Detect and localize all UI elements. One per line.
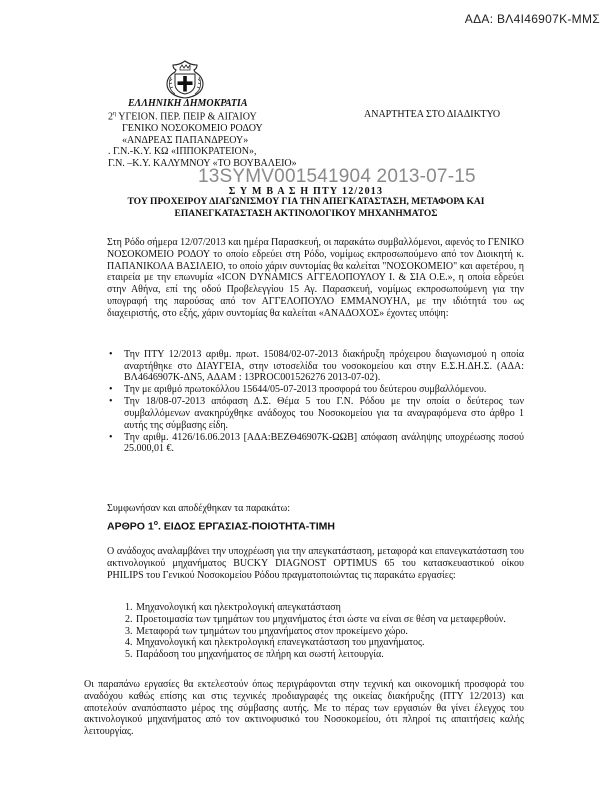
task-text: Προετοιμασία των τμημάτων του μηχανήματος έτσι ώστε να είναι σε θέση να μεταφερθούν. [136, 613, 506, 625]
greek-coat-of-arms-icon [163, 57, 207, 101]
task-text: Μεταφορά των τμημάτων του μηχανήματος στον προκείμενο χώρο. [136, 625, 408, 637]
considerations-list [107, 349, 524, 455]
contract-subject [40, 197, 572, 220]
list-item: • Την με αριθμό πρωτοκόλλου 15644/05-07-2013 προσφορά του δεύτερου συμβαλλόμενου. [107, 384, 524, 396]
publication-note: ΑΝΑΡΤΗΤΕΑ ΣΤΟ ΔΙΑΔΙΚΤΥΟ [364, 109, 501, 120]
list-item: 2. Προετοιμασία των τμημάτων του μηχανήματος έτσι ώστε να είναι σε θέση να μεταφερθούν. [125, 613, 506, 625]
list-item: 3. Μεταφορά των τμημάτων του μηχανήματος στον προκείμενο χώρο. [125, 625, 408, 637]
tasks-list [107, 602, 524, 661]
contract-title: Σ Υ Μ Β Α Σ Η ΠΤΥ 12/2013 [228, 186, 384, 197]
list-item: • Την 18/08-07-2013 απόφαση Δ.Σ. Θέμα 5 του Γ.Ν. Ρόδου με την οποία ο δεύτερος των συμβαλλόμενων ανακηρύχθηκε ανάδοχος του Νοσοκομείου για τα αναγραφόμενα στο άρθρο 1 αυτής της σύμβασης είδη. [107, 396, 524, 431]
republic-heading: ΕΛΛΗΝΙΚΗ ΔΗΜΟΚΡΑΤΙΑ [128, 98, 248, 109]
subject-line: ΤΟΥ ΠΡΟΧΕΙΡΟΥ ΔΙΑΓΩΝΙΣΜΟΥ ΓΙΑ ΤΗΝ ΑΠΕΓΚΑΤΑΣΤΑΣΗ, ΜΕΤΑΦΟΡΑ ΚΑΙ [127, 197, 485, 207]
task-text: Μηχανολογική και ηλεκτρολογική επανεγκατάσταση του μηχανήματος. [136, 637, 425, 649]
sender-line: . Γ.Ν.-Κ.Υ. ΚΩ «ΙΠΠΟΚΡΑΤΕΙΟΝ», [108, 146, 257, 158]
sender-line: Γ.Ν. –Κ.Υ. ΚΑΛΥΜΝΟΥ «ΤΟ ΒΟΥΒΑΛΕΙΟ» [108, 157, 297, 169]
list-item: 4. Μηχανολογική και ηλεκτρολογική επανεγκατάσταση του μηχανήματος. [125, 637, 425, 649]
subject-line: ΕΠΑΝΕΓΚΑΤΑΣΤΑΣΗ ΑΚΤΙΝΟΛΟΓΙΚΟΥ ΜΗΧΑΝΗΜΑΤΟΣ [174, 208, 438, 219]
sender-line: ΓΕΝΙΚΟ ΝΟΣΟΚΟΜΕΙΟ ΡΟΔΟΥ [122, 122, 263, 134]
intro-paragraph: Στη Ρόδο σήμερα 12/07/2013 και ημέρα Παρασκευή, οι παρακάτω συμβαλλόμενοι, αφενός το ΓΕΝΙΚΟ ΝΟΣΟΚΟΜΕΙΟ ΡΟΔΟΥ το οποίο εδρεύει στη Ρόδο, νομίμως εκπροσωπούμενο από τον Διοικητή κ. ΠΑΠΑΝΙΚΟΛΑ ΒΑΣΙΛΕΙΟ, το οποίο χάριν συντομίας θα καλείται "ΝΟΣΟΚΟΜΕΙΟ" και αφετέρου, η εταιρεία με την επωνυμία «ICON DYNAMICS ΑΓΓΕΛΟΠΟΥΛΟΥ Ι. & ΣΙΑ Ο.Ε.», η οποία εδρεύει στην Αθήνα, επί της οδού Προβελεγγίου 15 Αγ. Παρασκευή, νομίμως εκπροσωπούμενη για την υπογραφή της παρούσας από τον ΑΓΓΕΛΟΠΟΥΛΟ ΕΜΜΑΝΟΥΗΛ, με την ιδιότητά του ως διαχειριστής, στο εξής, χάριν συντομίας θα καλείται «ΑΝΑΔΟΧΟΣ» έχοντες υπόψη: [107, 237, 524, 319]
task-text: Μηχανολογική και ηλεκτρολογική απεγκατάσταση [136, 602, 341, 613]
sender-line: $2^\eta$ ΥΓΕΙΟΝ. ΠΕΡ. ΠΕΙΡ & ΑΙΓΑΙΟΥ [108, 111, 257, 123]
article-1-heading: ΑΡΘΡΟ $1^o$. ΕΙΔΟΣ ΕΡΓΑΣΙΑΣ-ΠΟΙΟΤΗΤΑ-ΤΙΜΗ [107, 520, 335, 533]
sender-line: «ΑΝΔΡΕΑΣ ΠΑΠΑΝΔΡΕΟΥ» [122, 134, 249, 146]
registry-stamp: 13SYMV001541904 2013-07-15 [198, 166, 476, 187]
sender-block [108, 109, 323, 169]
task-text: Παράδοση του μηχανήματος σε πλήρη και σωστή λειτουργία. [136, 649, 384, 661]
agreement-statement: Συμφωνήσαν και αποδέχθηκαν τα παρακάτω: [107, 503, 290, 514]
article-1-paragraph: Ο ανάδοχος αναλαμβάνει την υποχρέωση για την απεγκατάσταση, μεταφορά και επανεγκατάσταση του ακτινολογικού μηχανήματος BUCKY DIAGNOST OPTIMUS 65 του κατασκευαστικού οίκου PHILIPS του Γενικού Νοσοκομείου Ρόδου πραγματοποιώντας τις παρακάτω εργασίες: [107, 546, 524, 581]
ada-code: ΑΔΑ: ΒΛ4Ι46907Κ-ΜΜΣ [464, 12, 600, 26]
list-item: 5. Παράδοση του μηχανήματος σε πλήρη και σωστή λειτουργία. [125, 649, 384, 661]
list-item: • Την αριθμ. 4126/16.06.2013 [ΑΔΑ:ΒΕΖΘ46907Κ-ΩΩΒ] απόφαση ανάληψης υποχρέωσης ποσού 25.000,01 €. [107, 432, 524, 455]
article-1-closing-paragraph: Οι παραπάνω εργασίες θα εκτελεστούν όπως περιγράφονται στην τεχνική και οικονομική προσφορά του αναδόχου καθώς επίσης και στις τεχνικές προδιαγραφές της οικείας διακήρυξης (ΠΤΥ 12/2013) και αποτελούν αναπόσπαστο μέρος της σύμβασης αυτής. Με το πέρας των εργασιών θα γίνει έλεγχος του ακτινολογικού μηχανήματος από τον ακτινοφυσικό του Νοσοκομείου, ότι πληροί τις απαιτήσεις καλής λειτουργίας. [84, 679, 524, 738]
list-item: • Την ΠΤΥ 12/2013 αριθμ. πρωτ. 15084/02-07-2013 διακήρυξη πρόχειρου διαγωνισμού η οποία αναρτήθηκε στο ΔΙΑΥΓΕΙΑ, στην ιστοσελίδα του νοσοκομείου και στην Ε.Σ.Η.ΔΗ.Σ. (ΑΔΑ: ΒΛ4646907Κ-ΔΝ5, ΑΔΑΜ : 13PROC001526276 2013-07-02). [107, 349, 524, 384]
list-item: 1. Μηχανολογική και ηλεκτρολογική απεγκατάσταση [125, 602, 341, 613]
